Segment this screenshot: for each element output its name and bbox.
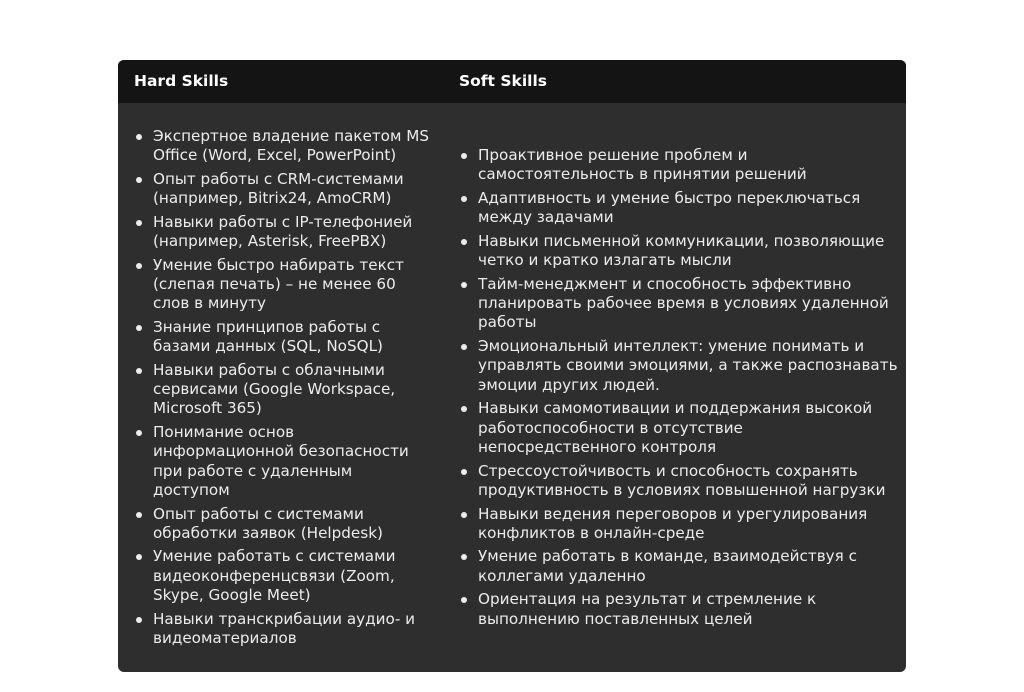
hard-skills-header: Hard Skills bbox=[134, 72, 229, 90]
list-item-text: Навыки работы с IP-телефонией (например, Asterisk, FreePBX) bbox=[153, 213, 413, 251]
list-item-text: Навыки самомотивации и поддержания высокой работоспособности в отсутствие непосредственного контроля bbox=[478, 399, 873, 456]
list-item-text: Эмоциональный интеллект: умение понимать и управлять своими эмоциями, а также распознавать эмоции других людей. bbox=[478, 337, 898, 394]
soft-skills-list bbox=[458, 146, 898, 628]
list-item-text: Навыки транскрибации аудио- и видеоматериалов bbox=[153, 609, 416, 647]
list-item-text: Стрессоустойчивость и способность сохранять продуктивность в условиях повышенной нагрузки bbox=[478, 461, 886, 499]
bullet-icon bbox=[136, 554, 142, 560]
list-item-text: Проактивное решение проблем и самостоятельность в принятии решений bbox=[478, 146, 807, 184]
list-item bbox=[458, 337, 898, 394]
list-item bbox=[458, 590, 898, 628]
list-item-text: Понимание основ информационной безопасности при работе с удаленным доступом bbox=[153, 423, 409, 499]
list-item bbox=[458, 232, 898, 270]
bullet-icon bbox=[136, 263, 142, 269]
list-item bbox=[458, 462, 898, 500]
list-item-text: Знание принципов работы с базами данных (SQL, NoSQL) bbox=[153, 318, 383, 356]
bullet-icon bbox=[136, 325, 142, 331]
hard-skills-cell bbox=[133, 103, 429, 672]
bullet-icon bbox=[461, 406, 467, 412]
list-item bbox=[133, 610, 429, 648]
bullet-icon bbox=[136, 177, 142, 183]
list-item-text: Умение работать с системами видеоконференцсвязи (Zoom, Skype, Google Meet) bbox=[153, 547, 396, 604]
list-item bbox=[458, 547, 898, 585]
list-item bbox=[133, 170, 429, 208]
list-item-text: Ориентация на результат и стремление к выполнению поставленных целей bbox=[478, 590, 817, 628]
bullet-icon bbox=[461, 597, 467, 603]
soft-skills-cell bbox=[458, 103, 898, 672]
list-item bbox=[133, 318, 429, 356]
list-item-text: Умение работать в команде, взаимодействуя с коллегами удаленно bbox=[478, 547, 857, 585]
list-item bbox=[133, 361, 429, 418]
bullet-icon bbox=[461, 239, 467, 245]
bullet-icon bbox=[136, 134, 142, 140]
list-item bbox=[133, 213, 429, 251]
list-item-text: Экспертное владение пакетом MS Office (Word, Excel, PowerPoint) bbox=[153, 127, 429, 165]
soft-skills-header: Soft Skills bbox=[459, 72, 547, 90]
bullet-icon bbox=[461, 153, 467, 159]
list-item-text: Навыки ведения переговоров и урегулирования конфликтов в онлайн-среде bbox=[478, 504, 868, 542]
skills-table bbox=[118, 60, 906, 672]
list-item-text: Опыт работы с системами обработки заявок (Helpdesk) bbox=[153, 504, 383, 542]
list-item-text: Навыки работы с облачными сервисами (Google Workspace, Microsoft 365) bbox=[153, 361, 396, 418]
bullet-icon bbox=[136, 368, 142, 374]
table-body bbox=[118, 103, 906, 672]
bullet-icon bbox=[461, 196, 467, 202]
list-item bbox=[133, 256, 429, 313]
bullet-icon bbox=[461, 554, 467, 560]
list-item bbox=[133, 505, 429, 543]
list-item-text: Опыт работы с CRM-системами (например, Bitrix24, AmoCRM) bbox=[153, 170, 404, 208]
list-item-text: Умение быстро набирать текст (слепая печать) – не менее 60 слов в минуту bbox=[153, 256, 404, 313]
list-item bbox=[133, 127, 429, 165]
list-item-text: Навыки письменной коммуникации, позволяющие четко и кратко излагать мысли bbox=[478, 232, 885, 270]
list-item-text: Тайм-менеджмент и способность эффективно планировать рабочее время в условиях удаленной работы bbox=[478, 275, 889, 332]
bullet-icon bbox=[136, 220, 142, 226]
list-item bbox=[458, 189, 898, 227]
list-item bbox=[458, 146, 898, 184]
hard-skills-list bbox=[133, 127, 429, 648]
list-item bbox=[458, 275, 898, 332]
bullet-icon bbox=[461, 344, 467, 350]
list-item bbox=[458, 505, 898, 543]
bullet-icon bbox=[461, 469, 467, 475]
bullet-icon bbox=[136, 430, 142, 436]
bullet-icon bbox=[461, 512, 467, 518]
bullet-icon bbox=[136, 512, 142, 518]
list-item bbox=[133, 423, 429, 499]
table-header bbox=[118, 60, 906, 103]
list-item-text: Адаптивность и умение быстро переключаться между задачами bbox=[478, 189, 861, 227]
bullet-icon bbox=[136, 617, 142, 623]
list-item bbox=[458, 399, 898, 456]
list-item bbox=[133, 547, 429, 604]
bullet-icon bbox=[461, 282, 467, 288]
